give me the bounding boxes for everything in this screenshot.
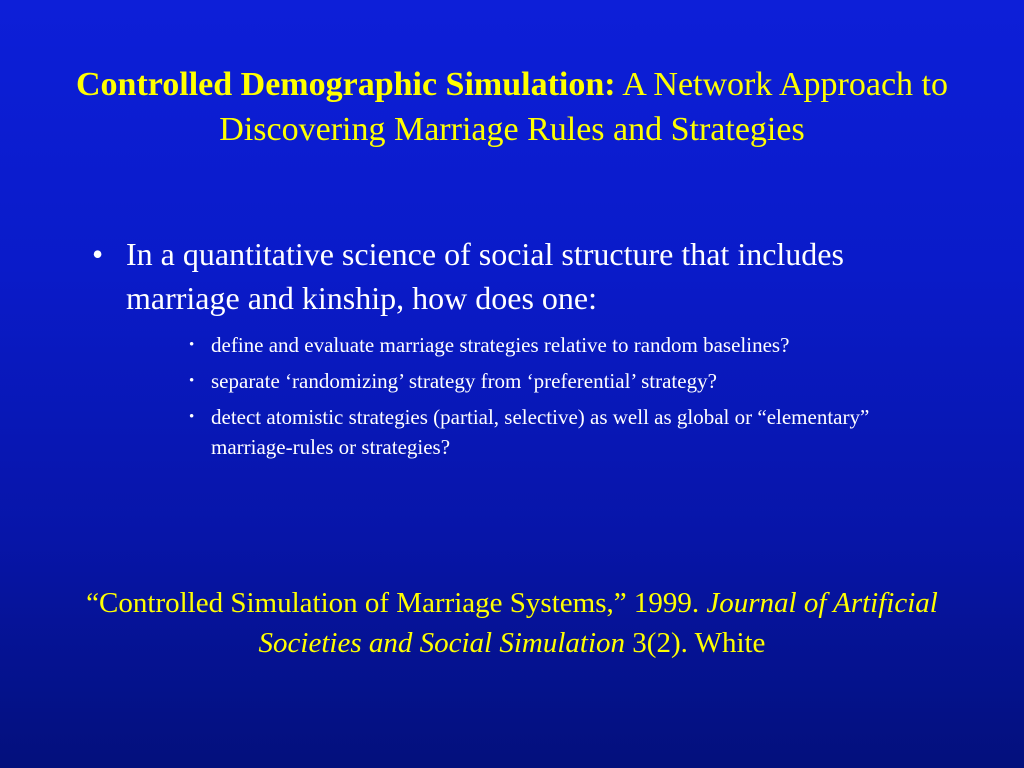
sub-bullet-marker: • bbox=[189, 409, 195, 425]
citation-journal: Journal of Artificial Societies and Social Simulation bbox=[258, 587, 938, 659]
sub-bullet-text: define and evaluate marriage strategies relative to random baselines? bbox=[211, 333, 790, 357]
sub-bullet-item bbox=[187, 366, 927, 396]
main-bullet-text: In a quantitative science of social structure that includes marriage and kinship, how does one: bbox=[126, 236, 844, 316]
sub-bullet-text: separate ‘randomizing’ strategy from ‘preferential’ strategy? bbox=[211, 369, 717, 393]
title-rest: A Network Approach to Discovering Marriage Rules and Strategies bbox=[219, 66, 948, 148]
slide-title bbox=[40, 62, 984, 152]
sub-bullet-item bbox=[187, 402, 927, 462]
bullet-marker: • bbox=[92, 236, 104, 272]
bullet-list bbox=[92, 232, 952, 468]
citation bbox=[80, 583, 944, 663]
citation-volume-author: 3(2). White bbox=[625, 627, 766, 659]
title-bold-part: Controlled Demographic Simulation: bbox=[75, 66, 616, 103]
sub-bullet-marker: • bbox=[189, 337, 195, 353]
main-bullet bbox=[92, 232, 952, 320]
citation-title: “Controlled Simulation of Marriage Systems,” 1999. bbox=[86, 587, 707, 619]
sub-bullet-item bbox=[187, 330, 927, 360]
sub-bullet-list bbox=[187, 330, 927, 462]
sub-bullet-text: detect atomistic strategies (partial, selective) as well as global or “elementary” marriage-rules or strategies? bbox=[211, 405, 870, 459]
sub-bullet-marker: • bbox=[189, 373, 195, 389]
